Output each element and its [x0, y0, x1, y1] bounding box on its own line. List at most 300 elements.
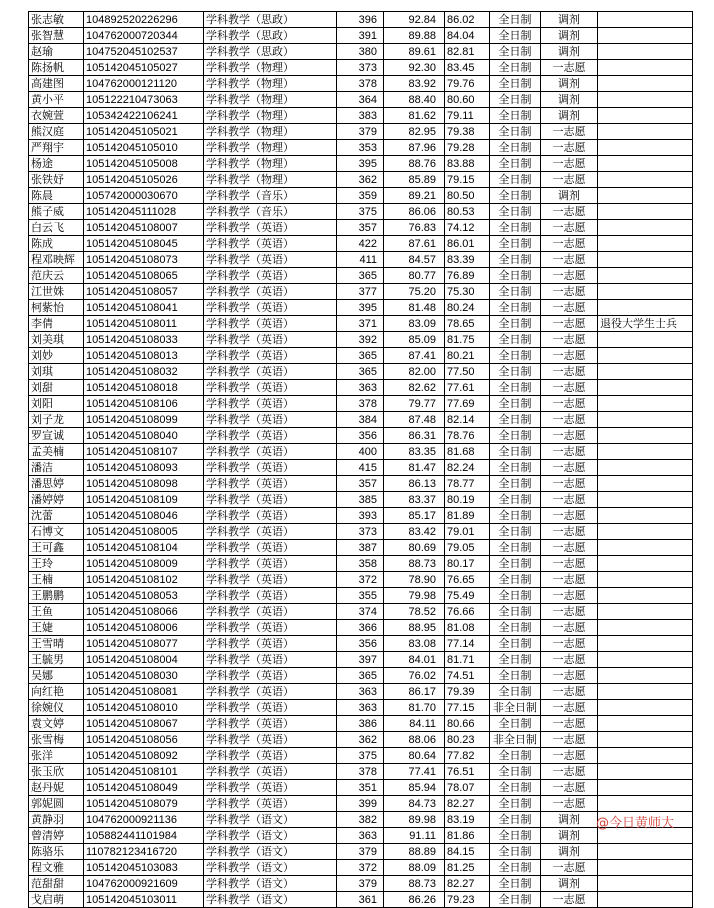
- candidate-id-cell: 105142045105010: [84, 140, 204, 156]
- major-cell: 学科教学（英语）: [204, 428, 337, 444]
- note-cell: [598, 460, 693, 476]
- total-score-cell: 362: [337, 732, 384, 748]
- name-cell: 石博文: [29, 524, 84, 540]
- table-row: [29, 540, 693, 556]
- admission-type-cell: 一志愿: [541, 380, 598, 396]
- table-row: [29, 300, 693, 316]
- major-cell: 学科教学（英语）: [204, 332, 337, 348]
- major-cell: 学科教学（英语）: [204, 300, 337, 316]
- admission-type-cell: 一志愿: [541, 716, 598, 732]
- admission-type-cell: 一志愿: [541, 268, 598, 284]
- score-a-cell: 78.52: [384, 604, 445, 620]
- total-score-cell: 372: [337, 860, 384, 876]
- table-row: [29, 60, 693, 76]
- total-score-cell: 373: [337, 60, 384, 76]
- major-cell: 学科教学（英语）: [204, 348, 337, 364]
- major-cell: 学科教学（物理）: [204, 76, 337, 92]
- table-row: [29, 332, 693, 348]
- study-mode-cell: 全日制: [490, 668, 541, 684]
- table-row: [29, 188, 693, 204]
- table-row: [29, 12, 693, 28]
- score-b-cell: 81.86: [445, 828, 490, 844]
- score-b-cell: 78.07: [445, 780, 490, 796]
- study-mode-cell: 全日制: [490, 60, 541, 76]
- candidate-id-cell: 105142045105027: [84, 60, 204, 76]
- admission-type-cell: 调剂: [541, 876, 598, 892]
- score-a-cell: 82.62: [384, 380, 445, 396]
- table-row: [29, 220, 693, 236]
- major-cell: 学科教学（英语）: [204, 620, 337, 636]
- major-cell: 学科教学（英语）: [204, 492, 337, 508]
- admission-type-cell: 调剂: [541, 28, 598, 44]
- note-cell: [598, 556, 693, 572]
- admission-type-cell: 调剂: [541, 76, 598, 92]
- total-score-cell: 378: [337, 764, 384, 780]
- study-mode-cell: 全日制: [490, 636, 541, 652]
- name-cell: 范庆云: [29, 268, 84, 284]
- major-cell: 学科教学（英语）: [204, 220, 337, 236]
- study-mode-cell: 全日制: [490, 396, 541, 412]
- admission-type-cell: 一志愿: [541, 348, 598, 364]
- name-cell: 刘琪: [29, 364, 84, 380]
- major-cell: 学科教学（英语）: [204, 780, 337, 796]
- total-score-cell: 400: [337, 444, 384, 460]
- score-a-cell: 83.42: [384, 524, 445, 540]
- note-cell: [598, 444, 693, 460]
- table-row: [29, 716, 693, 732]
- major-cell: 学科教学（英语）: [204, 748, 337, 764]
- note-cell: [598, 220, 693, 236]
- note-cell: [598, 652, 693, 668]
- score-b-cell: 77.14: [445, 636, 490, 652]
- admission-type-cell: 一志愿: [541, 60, 598, 76]
- candidate-id-cell: 104762000121120: [84, 76, 204, 92]
- table-row: [29, 828, 693, 844]
- admission-type-cell: 一志愿: [541, 140, 598, 156]
- score-a-cell: 88.73: [384, 876, 445, 892]
- candidate-id-cell: 105142045108099: [84, 412, 204, 428]
- candidate-id-cell: 105142045108032: [84, 364, 204, 380]
- total-score-cell: 351: [337, 780, 384, 796]
- candidate-id-cell: 105142045108011: [84, 316, 204, 332]
- note-cell: [598, 428, 693, 444]
- score-b-cell: 80.23: [445, 732, 490, 748]
- study-mode-cell: 全日制: [490, 140, 541, 156]
- score-a-cell: 88.95: [384, 620, 445, 636]
- score-b-cell: 79.01: [445, 524, 490, 540]
- score-b-cell: 75.49: [445, 588, 490, 604]
- total-score-cell: 384: [337, 412, 384, 428]
- candidate-id-cell: 105142045108005: [84, 524, 204, 540]
- candidate-id-cell: 105142045108106: [84, 396, 204, 412]
- study-mode-cell: 全日制: [490, 284, 541, 300]
- admission-type-cell: 一志愿: [541, 492, 598, 508]
- score-b-cell: 80.60: [445, 92, 490, 108]
- score-a-cell: 87.41: [384, 348, 445, 364]
- score-a-cell: 83.08: [384, 636, 445, 652]
- total-score-cell: 359: [337, 188, 384, 204]
- table-row: [29, 780, 693, 796]
- table-row: [29, 492, 693, 508]
- score-b-cell: 83.45: [445, 60, 490, 76]
- total-score-cell: 386: [337, 716, 384, 732]
- major-cell: 学科教学（物理）: [204, 156, 337, 172]
- admission-type-cell: 一志愿: [541, 780, 598, 796]
- score-b-cell: 75.30: [445, 284, 490, 300]
- admission-type-cell: 一志愿: [541, 668, 598, 684]
- note-cell: [598, 524, 693, 540]
- score-a-cell: 83.37: [384, 492, 445, 508]
- study-mode-cell: 全日制: [490, 748, 541, 764]
- name-cell: 袁文婷: [29, 716, 84, 732]
- candidate-id-cell: 105142045108033: [84, 332, 204, 348]
- table-row: [29, 236, 693, 252]
- candidate-id-cell: 105142045108104: [84, 540, 204, 556]
- score-a-cell: 83.35: [384, 444, 445, 460]
- total-score-cell: 422: [337, 236, 384, 252]
- total-score-cell: 363: [337, 684, 384, 700]
- major-cell: 学科教学（语文）: [204, 860, 337, 876]
- score-a-cell: 80.64: [384, 748, 445, 764]
- admission-type-cell: 一志愿: [541, 524, 598, 540]
- score-b-cell: 80.19: [445, 492, 490, 508]
- admission-type-cell: 一志愿: [541, 172, 598, 188]
- table-row: [29, 668, 693, 684]
- note-cell: [598, 796, 693, 812]
- table-row: [29, 28, 693, 44]
- note-cell: [598, 364, 693, 380]
- candidate-id-cell: 105142045108066: [84, 604, 204, 620]
- score-a-cell: 88.73: [384, 556, 445, 572]
- study-mode-cell: 全日制: [490, 332, 541, 348]
- total-score-cell: 415: [337, 460, 384, 476]
- study-mode-cell: 非全日制: [490, 700, 541, 716]
- admission-type-cell: 一志愿: [541, 220, 598, 236]
- score-b-cell: 76.89: [445, 268, 490, 284]
- total-score-cell: 385: [337, 492, 384, 508]
- note-cell: [598, 92, 693, 108]
- score-b-cell: 77.50: [445, 364, 490, 380]
- candidate-id-cell: 105142045108013: [84, 348, 204, 364]
- total-score-cell: 397: [337, 652, 384, 668]
- name-cell: 柯紫怡: [29, 300, 84, 316]
- major-cell: 学科教学（音乐）: [204, 204, 337, 220]
- total-score-cell: 395: [337, 156, 384, 172]
- major-cell: 学科教学（英语）: [204, 796, 337, 812]
- score-b-cell: 81.08: [445, 620, 490, 636]
- study-mode-cell: 全日制: [490, 492, 541, 508]
- admission-type-cell: 一志愿: [541, 508, 598, 524]
- study-mode-cell: 全日制: [490, 892, 541, 908]
- major-cell: 学科教学（物理）: [204, 172, 337, 188]
- table-row: [29, 588, 693, 604]
- study-mode-cell: 全日制: [490, 796, 541, 812]
- admission-type-cell: 一志愿: [541, 460, 598, 476]
- candidate-id-cell: 105142045108056: [84, 732, 204, 748]
- score-a-cell: 86.13: [384, 476, 445, 492]
- score-a-cell: 92.84: [384, 12, 445, 28]
- candidate-id-cell: 105142045108098: [84, 476, 204, 492]
- major-cell: 学科教学（语文）: [204, 892, 337, 908]
- table-row: [29, 460, 693, 476]
- score-b-cell: 81.71: [445, 652, 490, 668]
- major-cell: 学科教学（音乐）: [204, 188, 337, 204]
- name-cell: 刘阳: [29, 396, 84, 412]
- study-mode-cell: 全日制: [490, 780, 541, 796]
- note-cell: [598, 252, 693, 268]
- score-a-cell: 88.89: [384, 844, 445, 860]
- major-cell: 学科教学（英语）: [204, 572, 337, 588]
- study-mode-cell: 非全日制: [490, 732, 541, 748]
- name-cell: 赵丹妮: [29, 780, 84, 796]
- table-row: [29, 172, 693, 188]
- total-score-cell: 363: [337, 380, 384, 396]
- note-cell: [598, 892, 693, 908]
- name-cell: 王楠: [29, 572, 84, 588]
- major-cell: 学科教学（英语）: [204, 380, 337, 396]
- table-row: [29, 572, 693, 588]
- study-mode-cell: 全日制: [490, 380, 541, 396]
- table-row: [29, 748, 693, 764]
- name-cell: 张智慧: [29, 28, 84, 44]
- major-cell: 学科教学（英语）: [204, 588, 337, 604]
- total-score-cell: 379: [337, 844, 384, 860]
- name-cell: 衣婉萱: [29, 108, 84, 124]
- total-score-cell: 356: [337, 428, 384, 444]
- candidate-id-cell: 105142045103011: [84, 892, 204, 908]
- candidate-id-cell: 105882441101984: [84, 828, 204, 844]
- score-b-cell: 82.27: [445, 876, 490, 892]
- score-a-cell: 84.01: [384, 652, 445, 668]
- score-b-cell: 77.69: [445, 396, 490, 412]
- total-score-cell: 357: [337, 476, 384, 492]
- table-row: [29, 620, 693, 636]
- score-b-cell: 77.15: [445, 700, 490, 716]
- table-row: [29, 860, 693, 876]
- table-row: [29, 428, 693, 444]
- admission-type-cell: 一志愿: [541, 652, 598, 668]
- note-cell: [598, 732, 693, 748]
- table-row: [29, 892, 693, 908]
- admission-type-cell: 一志愿: [541, 892, 598, 908]
- score-b-cell: 86.02: [445, 12, 490, 28]
- candidate-id-cell: 105142045105008: [84, 156, 204, 172]
- score-a-cell: 78.90: [384, 572, 445, 588]
- name-cell: 陈骆乐: [29, 844, 84, 860]
- candidate-id-cell: 104762000921136: [84, 812, 204, 828]
- table-row: [29, 876, 693, 892]
- admission-type-cell: 一志愿: [541, 316, 598, 332]
- admission-score-table: [28, 11, 693, 908]
- admission-type-cell: 一志愿: [541, 684, 598, 700]
- candidate-id-cell: 105142045108007: [84, 220, 204, 236]
- major-cell: 学科教学（英语）: [204, 444, 337, 460]
- note-cell: [598, 716, 693, 732]
- total-score-cell: 378: [337, 396, 384, 412]
- total-score-cell: 372: [337, 572, 384, 588]
- major-cell: 学科教学（物理）: [204, 92, 337, 108]
- score-a-cell: 89.98: [384, 812, 445, 828]
- score-b-cell: 79.23: [445, 892, 490, 908]
- candidate-id-cell: 105142045103083: [84, 860, 204, 876]
- candidate-id-cell: 105142045108004: [84, 652, 204, 668]
- table-row: [29, 92, 693, 108]
- total-score-cell: 411: [337, 252, 384, 268]
- total-score-cell: 393: [337, 508, 384, 524]
- table-row: [29, 396, 693, 412]
- study-mode-cell: 全日制: [490, 460, 541, 476]
- major-cell: 学科教学（英语）: [204, 604, 337, 620]
- total-score-cell: 375: [337, 204, 384, 220]
- name-cell: 张铁妤: [29, 172, 84, 188]
- study-mode-cell: 全日制: [490, 188, 541, 204]
- score-b-cell: 78.76: [445, 428, 490, 444]
- total-score-cell: 365: [337, 364, 384, 380]
- note-cell: [598, 780, 693, 796]
- table-row: [29, 444, 693, 460]
- note-cell: [598, 172, 693, 188]
- major-cell: 学科教学（思政）: [204, 28, 337, 44]
- name-cell: 向红艳: [29, 684, 84, 700]
- major-cell: 学科教学（语文）: [204, 876, 337, 892]
- note-cell: [598, 764, 693, 780]
- score-a-cell: 86.26: [384, 892, 445, 908]
- score-b-cell: 80.17: [445, 556, 490, 572]
- major-cell: 学科教学（英语）: [204, 508, 337, 524]
- table-row: [29, 44, 693, 60]
- name-cell: 江世姝: [29, 284, 84, 300]
- score-b-cell: 84.04: [445, 28, 490, 44]
- name-cell: 孟美楠: [29, 444, 84, 460]
- total-score-cell: 382: [337, 812, 384, 828]
- score-a-cell: 88.40: [384, 92, 445, 108]
- study-mode-cell: 全日制: [490, 508, 541, 524]
- table-row: [29, 364, 693, 380]
- candidate-id-cell: 104762000921609: [84, 876, 204, 892]
- note-cell: [598, 588, 693, 604]
- table-row: [29, 204, 693, 220]
- name-cell: 张洋: [29, 748, 84, 764]
- name-cell: 曾清婷: [29, 828, 84, 844]
- candidate-id-cell: 105142045108046: [84, 508, 204, 524]
- table-row: [29, 604, 693, 620]
- name-cell: 高建图: [29, 76, 84, 92]
- total-score-cell: 365: [337, 268, 384, 284]
- total-score-cell: 363: [337, 828, 384, 844]
- admission-type-cell: 一志愿: [541, 556, 598, 572]
- table-row: [29, 156, 693, 172]
- candidate-id-cell: 105142045108101: [84, 764, 204, 780]
- name-cell: 刘子龙: [29, 412, 84, 428]
- table-row: [29, 76, 693, 92]
- note-cell: [598, 396, 693, 412]
- name-cell: 王毓男: [29, 652, 84, 668]
- study-mode-cell: 全日制: [490, 588, 541, 604]
- admission-type-cell: 一志愿: [541, 748, 598, 764]
- admission-type-cell: 一志愿: [541, 860, 598, 876]
- major-cell: 学科教学（英语）: [204, 764, 337, 780]
- major-cell: 学科教学（思政）: [204, 44, 337, 60]
- major-cell: 学科教学（英语）: [204, 316, 337, 332]
- admission-type-cell: 一志愿: [541, 620, 598, 636]
- total-score-cell: 371: [337, 316, 384, 332]
- total-score-cell: 379: [337, 124, 384, 140]
- total-score-cell: 363: [337, 700, 384, 716]
- candidate-id-cell: 104752045102537: [84, 44, 204, 60]
- major-cell: 学科教学（英语）: [204, 476, 337, 492]
- admission-type-cell: 一志愿: [541, 236, 598, 252]
- score-a-cell: 81.48: [384, 300, 445, 316]
- study-mode-cell: 全日制: [490, 860, 541, 876]
- table-row: [29, 524, 693, 540]
- study-mode-cell: 全日制: [490, 300, 541, 316]
- note-cell: [598, 300, 693, 316]
- admission-type-cell: 一志愿: [541, 204, 598, 220]
- score-b-cell: 80.21: [445, 348, 490, 364]
- table-row: [29, 140, 693, 156]
- study-mode-cell: 全日制: [490, 604, 541, 620]
- score-a-cell: 85.17: [384, 508, 445, 524]
- name-cell: 吴娜: [29, 668, 84, 684]
- admission-type-cell: 一志愿: [541, 604, 598, 620]
- score-a-cell: 77.41: [384, 764, 445, 780]
- name-cell: 陈扬帆: [29, 60, 84, 76]
- table-row: [29, 124, 693, 140]
- admission-type-cell: 一志愿: [541, 796, 598, 812]
- name-cell: 王婕: [29, 620, 84, 636]
- table-row: [29, 700, 693, 716]
- major-cell: 学科教学（英语）: [204, 460, 337, 476]
- study-mode-cell: 全日制: [490, 812, 541, 828]
- note-cell: [598, 140, 693, 156]
- table-row: [29, 508, 693, 524]
- note-cell: 退役大学生士兵: [598, 316, 693, 332]
- study-mode-cell: 全日制: [490, 556, 541, 572]
- total-score-cell: 392: [337, 332, 384, 348]
- note-cell: [598, 12, 693, 28]
- total-score-cell: 373: [337, 524, 384, 540]
- major-cell: 学科教学（英语）: [204, 252, 337, 268]
- study-mode-cell: 全日制: [490, 828, 541, 844]
- name-cell: 戈启萌: [29, 892, 84, 908]
- candidate-id-cell: 105142045108102: [84, 572, 204, 588]
- name-cell: 张玉欣: [29, 764, 84, 780]
- score-a-cell: 83.92: [384, 76, 445, 92]
- total-score-cell: 361: [337, 892, 384, 908]
- score-a-cell: 79.77: [384, 396, 445, 412]
- admission-type-cell: 调剂: [541, 844, 598, 860]
- table-row: [29, 348, 693, 364]
- name-cell: 李倩: [29, 316, 84, 332]
- note-cell: [598, 492, 693, 508]
- admission-type-cell: 一志愿: [541, 156, 598, 172]
- candidate-id-cell: 105142045108053: [84, 588, 204, 604]
- note-cell: [598, 76, 693, 92]
- study-mode-cell: 全日制: [490, 476, 541, 492]
- score-a-cell: 87.48: [384, 412, 445, 428]
- candidate-id-cell: 105142045108079: [84, 796, 204, 812]
- major-cell: 学科教学（英语）: [204, 412, 337, 428]
- score-a-cell: 86.17: [384, 684, 445, 700]
- candidate-id-cell: 105142045108067: [84, 716, 204, 732]
- admission-type-cell: 调剂: [541, 108, 598, 124]
- total-score-cell: 378: [337, 76, 384, 92]
- table-row: [29, 652, 693, 668]
- name-cell: 黄静羽: [29, 812, 84, 828]
- study-mode-cell: 全日制: [490, 172, 541, 188]
- score-b-cell: 79.38: [445, 124, 490, 140]
- note-cell: [598, 124, 693, 140]
